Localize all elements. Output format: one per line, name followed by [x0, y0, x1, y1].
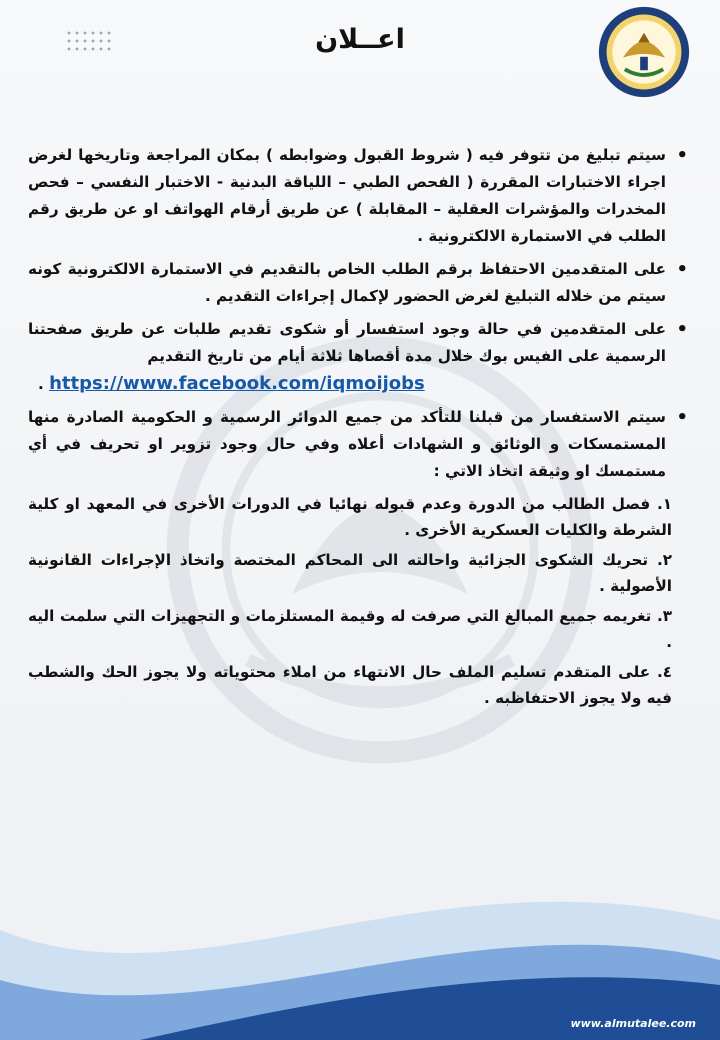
page-title: اعــلان — [315, 24, 405, 55]
measure-item-1: ١. فصل الطالب من الدورة وعدم قبوله نهائيا في الدورات الأخرى في المعهد او كلية الشرطة والكليات العسكرية الأخرى . — [28, 495, 672, 539]
facebook-link-line — [28, 370, 666, 398]
facebook-page-link[interactable]: https://www.facebook.com/iqmoijobs — [49, 373, 425, 394]
page-header — [0, 0, 720, 100]
list-item — [28, 256, 690, 310]
bullet-text: على المتقدمين في حالة وجود استفسار أو شكوى تقديم طلبات عن طريق صفحتنا الرسمية على الفيس بوك خلال مدة أقصاها ثلاثة أيام من تاريخ التقديم — [28, 320, 666, 365]
decorative-wave — [0, 810, 720, 1040]
footer-site-link[interactable]: www.almutalee.com — [570, 1017, 696, 1030]
bullet-text: على المتقدمين الاحتفاظ برقم الطلب الخاص بالتقديم في الاستمارة الالكترونية كونه سيتم من خلاله التبليغ لغرض الحضور لإكمال إجراءات التقديم . — [28, 260, 666, 305]
bullet-text: سيتم الاستفسار من قبلنا للتأكد من جميع الدوائر الرسمية و الحكومية الصادرة منها المستمسكات و الوثائق و الشهادات أعلاه وفي حال وجود تزوير او تحريف في أي مستمسك او وثيقة اتخاذ الاتي : — [28, 408, 666, 480]
list-item — [28, 316, 690, 398]
list-item — [28, 142, 690, 250]
ministry-seal-icon — [596, 4, 692, 100]
list-item — [28, 404, 690, 485]
bullet-text: سيتم تبليغ من تتوفر فيه ( شروط القبول وضوابطه ) بمكان المراجعة وتاريخها لغرض اجراء الاختبارات المقررة ( الفحص الطبي – اللياقة البدنية - الاختبار النفسي – فحص المخدرات والمؤشرات العقلية – المقابلة ) عن طريق أرقام الهواتف او عن طريق رقم الطلب في الاستمارة الالكترونية . — [28, 146, 666, 245]
measure-item-2: ٢. تحريك الشكوى الجزائية واحالته الى المحاكم المختصة واتخاذ الإجراءات القانونية الأصولية . — [28, 551, 672, 595]
announcement-body — [28, 142, 690, 715]
link-suffix: . — [38, 375, 44, 393]
measure-item-3: ٣. تغريمه جميع المبالغ التي صرفت له وقيمة المستلزمات و التجهيزات التي سلمت اليه . — [28, 607, 672, 651]
measure-item-4: ٤. على المتقدم تسليم الملف حال الانتهاء من املاء محتوياته ولا يجوز الحك والشطب فيه ولا يجوز الاحتفاظبه . — [28, 663, 672, 707]
